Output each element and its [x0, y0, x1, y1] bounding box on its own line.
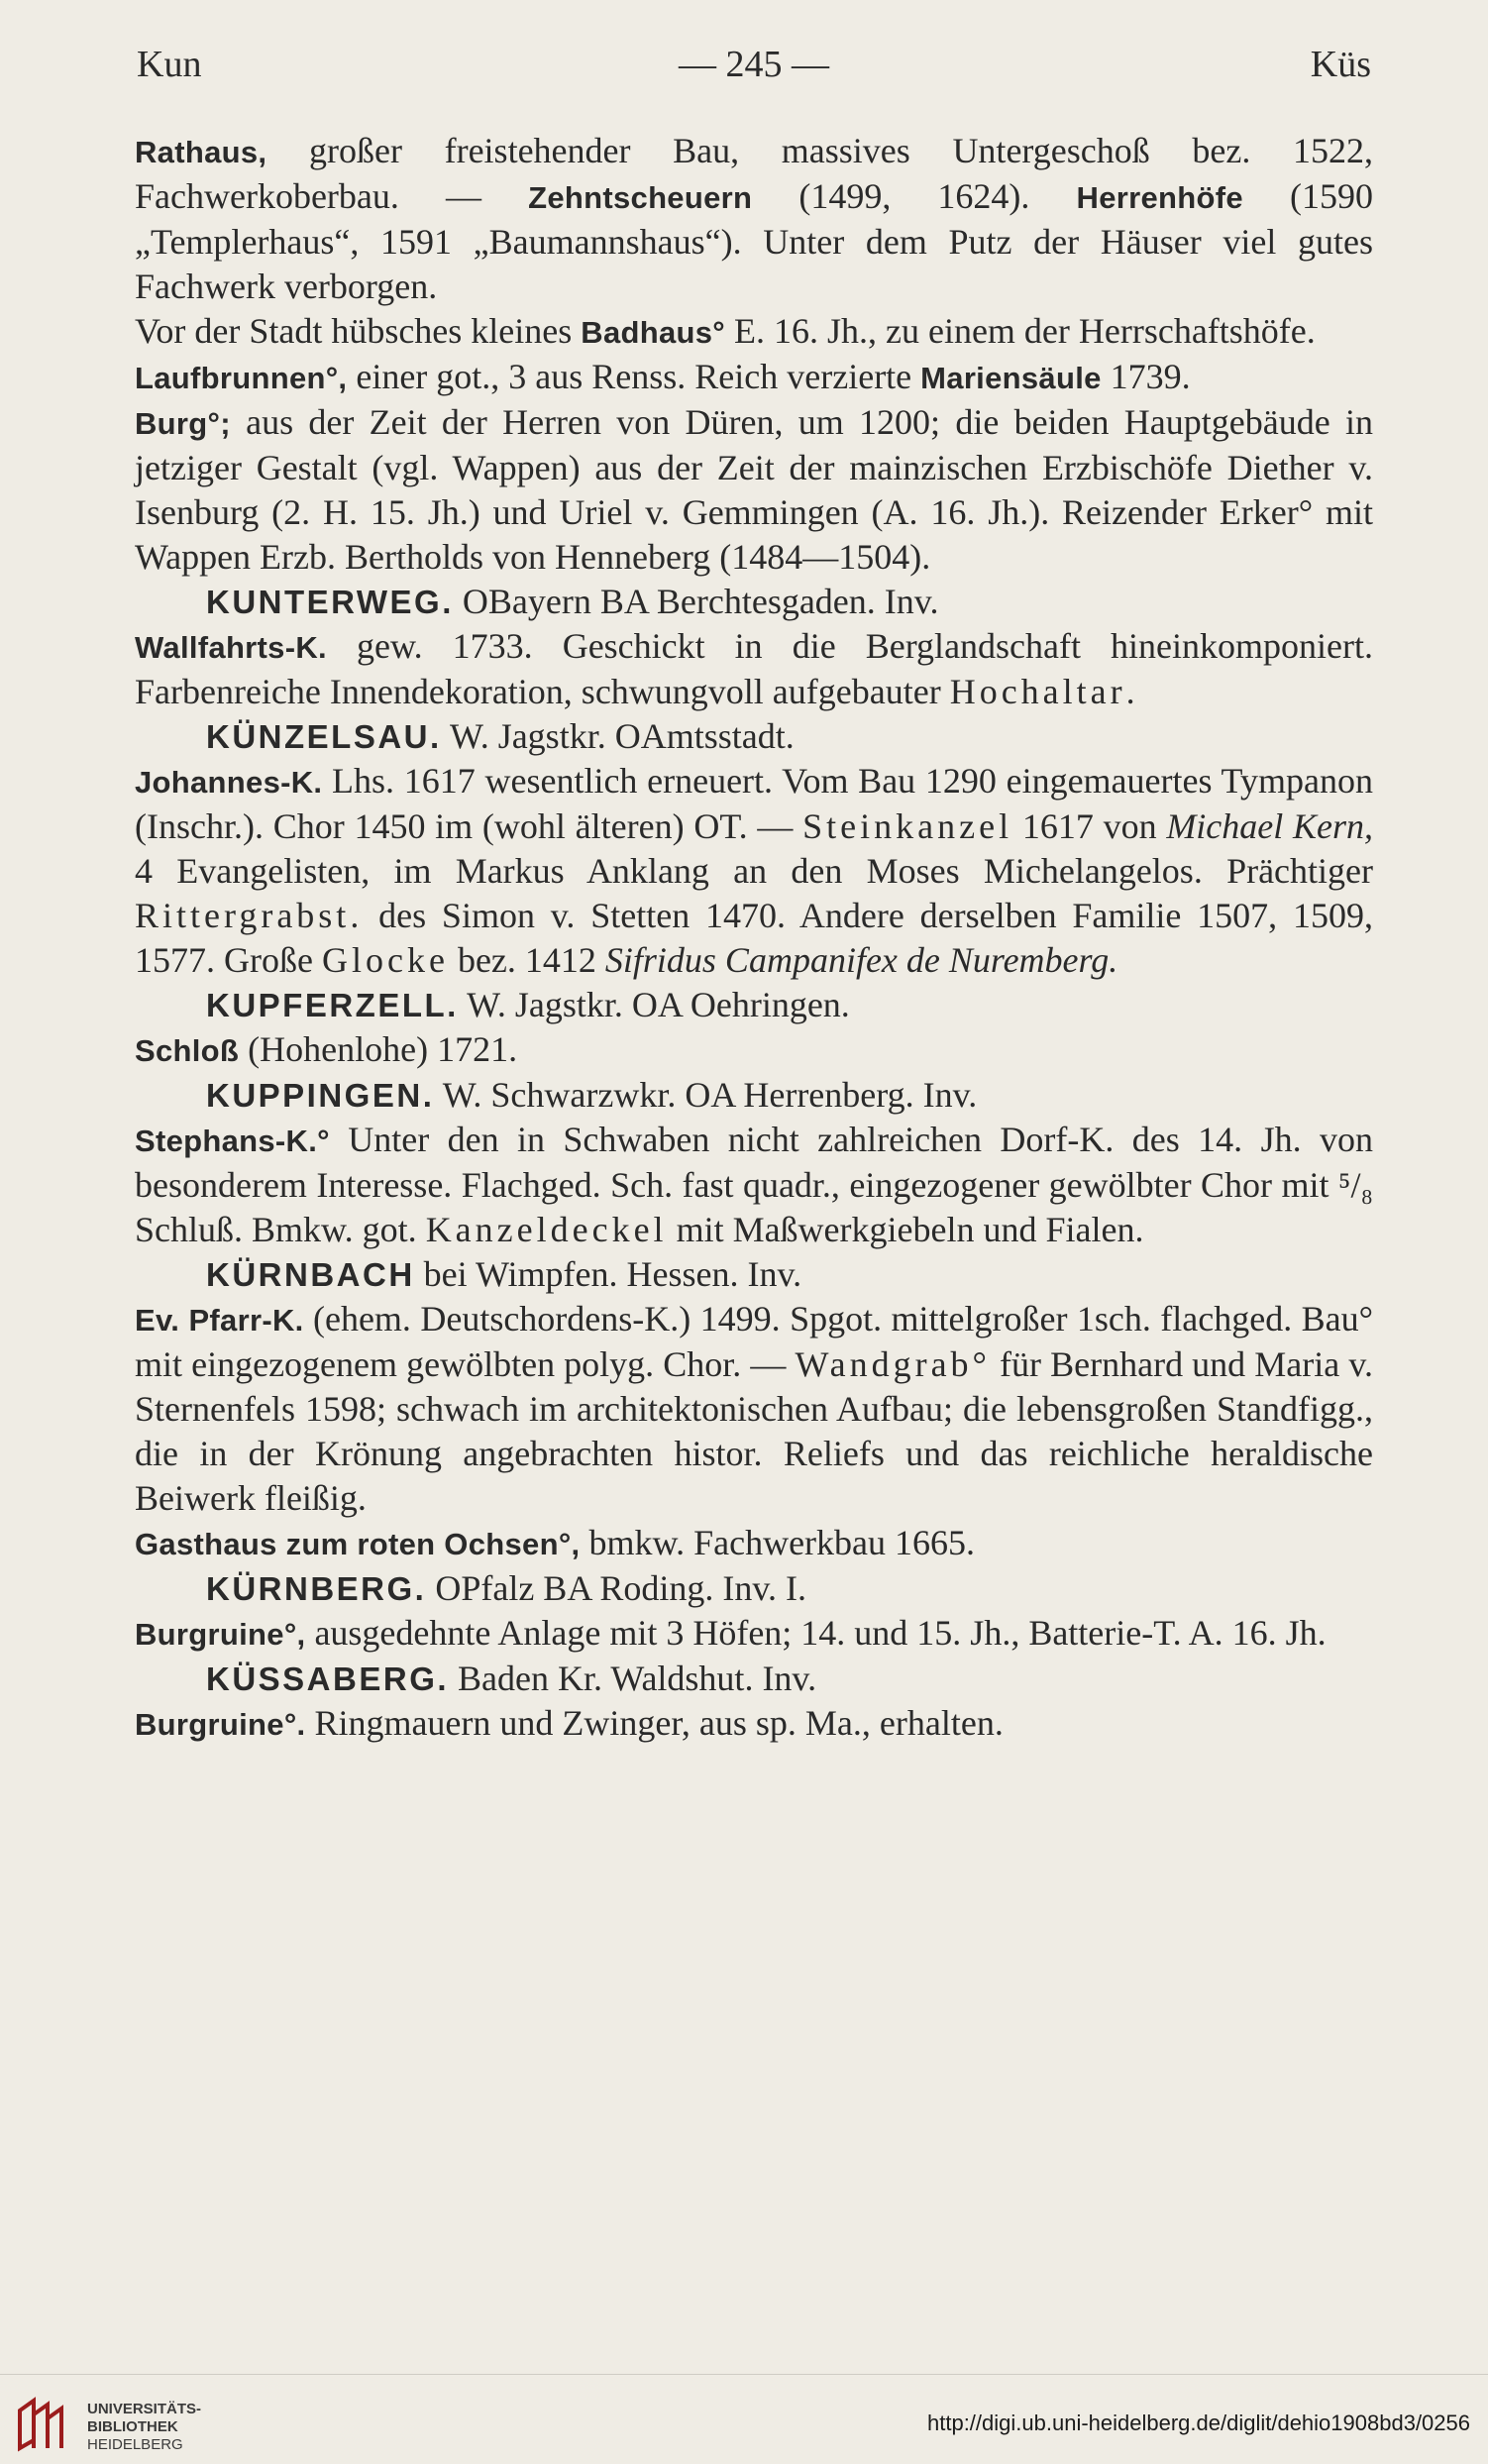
place-info: W. Jagstkr. OAmtsstadt. — [441, 716, 795, 756]
entry-burgruine-kuernberg — [135, 1611, 1373, 1657]
entry-text: aus der Zeit der Herren von Düren, um 1200; die beiden Hauptgebäude in jetziger Gestalt (vgl. Wappen) aus der Zeit der mainzischen Erzbischöfe Diether v. Isenburg (2. H. 15. Jh.) und Uriel v. Gemmingen (A. 16. Jh.). Reizender Erker° mit Wappen Erzb. Bertholds von Henneberg (1484—1504). — [135, 402, 1373, 577]
keyword: Mariensäule — [920, 361, 1102, 395]
place-name: KÜRNBERG. — [206, 1570, 427, 1607]
place-heading-kupferzell — [135, 983, 1373, 1027]
document-body — [135, 129, 1373, 1747]
header-left-catchword: Kun — [137, 44, 202, 85]
entry-burg — [135, 400, 1373, 580]
keyword: Herrenhöfe — [1076, 180, 1243, 215]
keyword: Johannes-K. — [135, 765, 323, 800]
entry-text: 1739. — [1101, 357, 1191, 396]
keyword: Ev. Pfarr-K. — [135, 1303, 304, 1338]
place-heading-kuenzelsau — [135, 714, 1373, 759]
entry-text: ausgedehnte Anlage mit 3 Höfen; 14. und 15. Jh., Batterie-T. A. 16. Jh. — [305, 1613, 1327, 1653]
entry-text: . — [1125, 672, 1135, 711]
entry-text: großer freistehender Bau, massives Untergeschoß bez. 1522, Fachwerkoberbau. — — [135, 131, 1373, 216]
entry-laufbrunnen — [135, 355, 1373, 400]
entry-johannes-k — [135, 759, 1373, 983]
entry-text: 4 Evangelisten, im Markus Anklang an den Moses Michelangelos. Prächtiger — [135, 851, 1373, 891]
keyword: Gasthaus zum roten Ochsen°, — [135, 1527, 581, 1561]
entry-wallfahrts-k — [135, 624, 1373, 714]
keyword: Burg°; — [135, 406, 231, 441]
entry-text: bez. 1412 — [448, 940, 605, 980]
entry-text: gew. 1733. Geschickt in die Berglandschaft hineinkomponiert. Farbenreiche Innendekoration, schwungvoll aufgebauter — [135, 626, 1373, 711]
place-info: W. Jagstkr. OA Oehringen. — [458, 985, 850, 1024]
place-info: OBayern BA Berchtesgaden. Inv. — [453, 582, 939, 621]
keyword: Stephans-K.° — [135, 1124, 330, 1158]
place-name: KUNTERWEG. — [206, 584, 454, 620]
entry-text: (ehem. Deutschordens-K.) 1499. Spgot. mittelgroßer 1sch. flachged. Bau° mit eingezogenem gewölbten polyg. Chor. — — [135, 1299, 1374, 1384]
place-info: W. Schwarzwkr. OA Herrenberg. Inv. — [434, 1075, 978, 1115]
spaced-term: Glocke — [321, 940, 449, 980]
entry-badhaus — [135, 309, 1373, 355]
entry-text: Vor der Stadt hübsches kleines — [135, 311, 582, 351]
entry-text: einer got., 3 aus Renss. Reich verzierte — [347, 357, 921, 396]
place-name: KUPFERZELL. — [206, 987, 459, 1023]
page-header — [137, 40, 1371, 89]
entry-text: des Simon v. Stetten 1470. Andere derselben Familie 1507, 1509, 1577. Große — [135, 896, 1373, 980]
entry-text: Ringmauern und Zwinger, aus sp. Ma., erhalten. — [305, 1703, 1004, 1743]
keyword: Laufbrunnen°, — [135, 361, 348, 395]
header-right-catchword: Küs — [1310, 44, 1371, 85]
place-name: KÜNZELSAU. — [206, 718, 442, 755]
place-heading-kuernberg — [135, 1566, 1373, 1611]
entry-text: (1499, 1624). — [752, 176, 1077, 216]
keyword: Schloß — [135, 1033, 240, 1068]
page-number: — 245 — — [679, 44, 829, 85]
place-heading-kuernbach — [135, 1252, 1373, 1297]
spaced-term: Wandgrab° — [795, 1344, 991, 1384]
entry-text: mit Maßwerkgiebeln und Fialen. — [667, 1210, 1144, 1249]
place-name: KÜRNBACH — [206, 1256, 415, 1293]
place-name: KÜSSABERG. — [206, 1661, 450, 1697]
spaced-term: Steinkanzel — [802, 806, 1013, 846]
entry-text: 1617 von — [1012, 806, 1167, 846]
footer-bar — [0, 2374, 1488, 2464]
entry-text: Lhs. 1617 wesentlich erneuert. Vom Bau 1290 eingemauertes Tympanon (Inschr.). Chor 1450 im (wohl älteren) OT. — — [135, 761, 1373, 846]
place-info: bei Wimpfen. Hessen. Inv. — [414, 1254, 802, 1294]
place-info: Baden Kr. Waldshut. Inv. — [449, 1659, 817, 1698]
library-logo-icon — [16, 2397, 65, 2452]
keyword: Zehntscheuern — [528, 180, 753, 215]
spaced-term: Hochaltar — [949, 672, 1126, 711]
source-url-link[interactable]: http://digi.ub.uni-heidelberg.de/diglit/dehio1908bd3/0256 — [927, 2410, 1470, 2435]
entry-stephans-k — [135, 1118, 1373, 1252]
library-name-line: BIBLIOTHEK — [87, 2418, 178, 2435]
entry-text: E. 16. Jh., zu einem der Herrschaftshöfe. — [724, 311, 1316, 351]
place-heading-kuessaberg — [135, 1657, 1373, 1701]
spaced-term: Kanzeldeckel — [425, 1210, 668, 1249]
library-name — [87, 2401, 201, 2454]
library-name-line: UNIVERSITÄTS- — [87, 2401, 202, 2417]
entry-gasthaus — [135, 1521, 1373, 1566]
entry-burgruine-kuessaberg — [135, 1701, 1373, 1747]
place-name: KUPPINGEN. — [206, 1077, 435, 1114]
keyword: Wallfahrts-K. — [135, 630, 327, 665]
spaced-term: Rittergrabst. — [135, 896, 364, 935]
place-info: OPfalz BA Roding. Inv. I. — [426, 1568, 806, 1608]
entry-ev-pfarr-k — [135, 1297, 1373, 1521]
keyword: Rathaus, — [135, 135, 267, 169]
entry-text: bmkw. Fachwerkbau 1665. — [580, 1523, 976, 1562]
entry-text: für Bernhard und Maria v. Sternenfels 1598; schwach im architektonischen Aufbau; die lebensgroßen Standfigg., die in der Krönung angebrachten histor. Reliefs und das reichliche heraldische Beiwerk fleißig. — [135, 1344, 1373, 1518]
entry-schloss — [135, 1027, 1373, 1073]
keyword: Burgruine°. — [135, 1707, 306, 1742]
place-heading-kunterweg — [135, 580, 1373, 624]
entry-text: (1590 „Templerhaus“, 1591 „Baumannshaus“). Unter dem Putz der Häuser viel gutes Fachwerk verborgen. — [135, 176, 1373, 306]
entry-text: Unter den in Schwaben nicht zahlreichen Dorf-K. des 14. Jh. von besonderem Interesse. Flachged. Sch. fast quadr., eingezogener gewölbter Chor mit ⁵/₈ Schluß. Bmkw. got. — [135, 1120, 1373, 1249]
library-name-line: HEIDELBERG — [87, 2436, 183, 2453]
entry-text: (Hohenlohe) 1721. — [239, 1029, 518, 1069]
keyword: Badhaus° — [581, 315, 725, 350]
entry-rathaus — [135, 129, 1373, 309]
italic-name: Michael Kern, — [1166, 806, 1374, 846]
place-heading-kuppingen — [135, 1073, 1373, 1118]
keyword: Burgruine°, — [135, 1617, 306, 1652]
italic-inscription: Sifridus Campanifex de Nuremberg. — [604, 940, 1118, 980]
